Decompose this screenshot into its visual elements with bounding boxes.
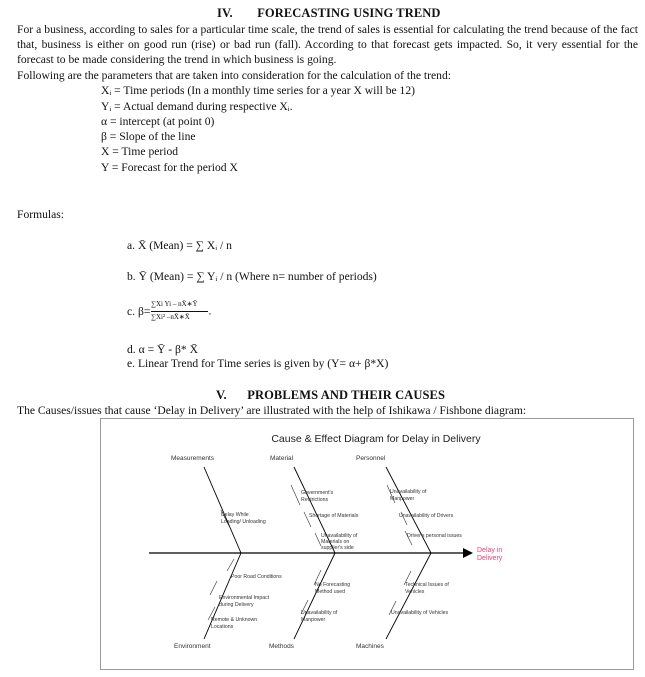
category-personnel: Personnel: [356, 455, 386, 462]
sub-bone-gov: [291, 485, 300, 505]
bone-measurements: [204, 467, 241, 553]
cause-vehicles: Unavailability of Vehicles: [391, 610, 449, 616]
fishbone-diagram: [100, 418, 634, 670]
cause-loading-1: Delay While: [221, 512, 249, 518]
formula-a: a. X̄ (Mean) = ∑ Xᵢ / n: [127, 239, 232, 252]
effect-label-1: Delay in: [477, 547, 503, 554]
param-alpha: α = intercept (at point 0): [101, 115, 215, 128]
trend-intro-paragraph: For a business, according to sales for a particular time scale, the trend of sales is essential for calculating the trend because of the fact that, business is either on good run (rise) or bad run (fall). According to that forecast gets impacted. So, it very essential for the forecast to be made considering the trend in which business is going.: [17, 23, 638, 67]
formula-b: b. Ȳ (Mean) = ∑ Yᵢ / n (Where n= number of periods): [127, 270, 377, 283]
formula-c-prefix: c. β=: [127, 305, 151, 318]
cause-manpower-1: Unavailability of: [390, 489, 427, 495]
cause-env-impact-2: during Delivery: [219, 602, 254, 608]
bone-machines: [386, 553, 431, 639]
cause-forecast-1: No Forecasting: [315, 582, 351, 588]
cause-driver-issues: Driver's personal issues: [407, 533, 462, 539]
section-iv-number: IV.: [217, 6, 233, 20]
cause-tech-1: Technical Issues of: [405, 582, 449, 588]
category-material: Material: [270, 455, 294, 462]
cause-env-impact-1: Environmental Impact: [219, 595, 270, 601]
section-v-heading: [216, 388, 445, 403]
category-machines: Machines: [356, 643, 384, 650]
param-yi: Yᵢ = Actual demand during respective Xᵢ.: [101, 100, 293, 113]
diagram-title: Cause & Effect Diagram for Delay in Delivery: [271, 433, 481, 445]
formula-d: d. α = Ȳ - β* X̄: [127, 343, 199, 356]
formula-c-suffix: ,: [209, 307, 211, 316]
fishbone-svg: [101, 419, 635, 671]
formula-e: e. Linear Trend for Time series is given by (Y= α+ β*X): [127, 357, 389, 370]
section-v-number: V.: [216, 388, 227, 402]
category-environment: Environment: [174, 643, 211, 650]
section-iv-title: FORECASTING USING TREND: [257, 6, 441, 20]
param-beta: β = Slope of the line: [101, 130, 196, 143]
formula-c: [127, 299, 247, 327]
category-measurements: Measurements: [171, 455, 214, 462]
cause-supplier-1: Unavailability of: [321, 533, 358, 539]
bone-methods: [294, 553, 335, 639]
cause-drivers: Unavailability of Drivers: [399, 513, 454, 519]
cause-tech-2: Vehicles: [405, 589, 425, 595]
cause-manpower2-2: Manpower: [301, 617, 326, 623]
spine-arrowhead: [463, 548, 473, 558]
param-xi: Xᵢ = Time periods (In a monthly time series for a year X will be 12): [101, 84, 415, 97]
cause-forecast-2: Method used: [315, 589, 345, 595]
cause-shortage: Shortage of Materials: [309, 513, 359, 519]
formula-c-numerator: ∑Xi Yi – nX̄∗Ȳ: [151, 300, 198, 308]
parameters-intro: Following are the parameters that are taken into consideration for the calculation of the trend:: [17, 69, 451, 82]
section-v-title: PROBLEMS AND THEIR CAUSES: [247, 388, 446, 402]
param-y: Y = Forecast for the period X: [101, 161, 238, 174]
cause-loading-2: Loading/ Unloading: [221, 519, 266, 525]
sub-bone-road: [227, 559, 234, 571]
fishbone-intro: The Causes/issues that cause ‘Delay in Delivery’ are illustrated with the help of Ishikawa / Fishbone diagram:: [17, 404, 527, 417]
section-iv-heading: [217, 6, 441, 21]
cause-manpower2-1: Unavailability of: [301, 610, 338, 616]
fraction-bar: [151, 311, 208, 312]
cause-manpower-2: Manpower: [390, 496, 415, 502]
cause-supplier-2: Materials on: [321, 539, 350, 545]
bone-personnel: [386, 467, 431, 553]
cause-remote-1: Remote & Unknown: [211, 617, 258, 623]
formulas-label: Formulas:: [17, 208, 65, 221]
sub-bone-env-impact: [210, 581, 217, 595]
effect-label-2: Delivery: [477, 555, 503, 562]
cause-remote-2: Locations: [211, 624, 234, 630]
cause-road: Poor Road Conditions: [231, 574, 282, 580]
param-x: X = Time period: [101, 145, 179, 158]
cause-gov-1: Government's: [301, 490, 334, 496]
category-methods: Methods: [269, 643, 294, 650]
cause-supplier-3: supplier's side: [321, 545, 354, 551]
cause-gov-2: Restrictions: [301, 497, 329, 503]
formula-c-denominator: ∑Xi² –nX̄∗X̄: [151, 313, 190, 321]
